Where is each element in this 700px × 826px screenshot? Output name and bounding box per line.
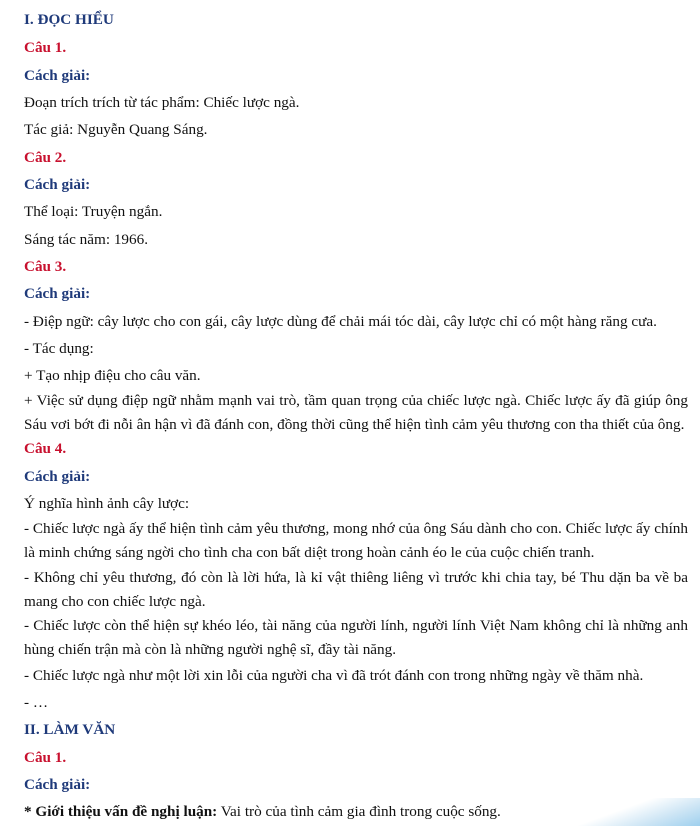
question-label: Câu 3. (24, 258, 67, 275)
question-label: Câu 2. (24, 149, 67, 166)
section-title-doc-hieu: I. ĐỌC HIỂU (24, 11, 114, 28)
answer-line: Đoạn trích trích từ tác phẩm: Chiếc lược ngà. (24, 94, 300, 111)
method-label: Cách giải: (24, 285, 91, 302)
answer-line: - … (24, 694, 49, 711)
section-title-lam-van: II. LÀM VĂN (24, 721, 116, 738)
answer-line: Thể loại: Truyện ngắn. (24, 203, 163, 220)
answer-paragraph: - Chiếc lược còn thể hiện sự khéo léo, tài năng của người lính, người lính Việt Nam không chỉ là những anh hùng chiến trận mà còn là những người nghệ sĩ, đầy tài năng. (24, 617, 688, 658)
answer-line: - Tác dụng: (24, 340, 94, 357)
question-label: Câu 1. (24, 39, 67, 56)
answer-line: + Tạo nhịp điệu cho câu văn. (24, 367, 201, 384)
question-label: Câu 1. (24, 749, 67, 766)
answer-line: - Điệp ngữ: cây lược cho con gái, cây lược dùng để chải mái tóc dài, cây lược chỉ có một hàng răng cưa. (24, 313, 657, 330)
method-label: Cách giải: (24, 776, 91, 793)
intro-text: Vai trò của tình cảm gia đình trong cuộc sống. (217, 803, 501, 820)
intro-heading: * Giới thiệu vấn đề nghị luận: (24, 803, 218, 820)
answer-paragraph: - Không chỉ yêu thương, đó còn là lời hứa, là kỉ vật thiêng liêng vì trước khi chia tay, bé Thu dặn ba về ba mang cho con chiếc lược ngà. (24, 569, 688, 610)
answer-paragraph: - Chiếc lược ngà ấy thể hiện tình cảm yêu thương, mong nhớ của ông Sáu dành cho con. Chiếc lược ấy chính là minh chứng sáng ngời cho tình cha con bất diệt trong hoàn cảnh éo le của cuộc chiến tranh. (24, 520, 688, 561)
method-label: Cách giải: (24, 67, 91, 84)
answer-line: Sáng tác năm: 1966. (24, 231, 149, 248)
answer-paragraph: + Việc sử dụng điệp ngữ nhằm mạnh vai trò, tầm quan trọng của chiếc lược ngà. Chiếc lược ấy đã giúp ông Sáu vơi bớt đi nỗi ân hận vì đã đánh con, đồng thời cũng thể hiện tình cảm yêu thương con tha thiết của ông. (24, 392, 688, 433)
answer-line: - Chiếc lược ngà như một lời xin lỗi của người cha vì đã trót đánh con trong những ngày về thăm nhà. (24, 667, 644, 684)
decorative-corner (570, 798, 700, 826)
answer-line: Ý nghĩa hình ảnh cây lược: (24, 495, 190, 512)
question-label: Câu 4. (24, 440, 67, 457)
answer-line: Tác giả: Nguyễn Quang Sáng. (24, 121, 208, 138)
method-label: Cách giải: (24, 468, 91, 485)
method-label: Cách giải: (24, 176, 91, 193)
